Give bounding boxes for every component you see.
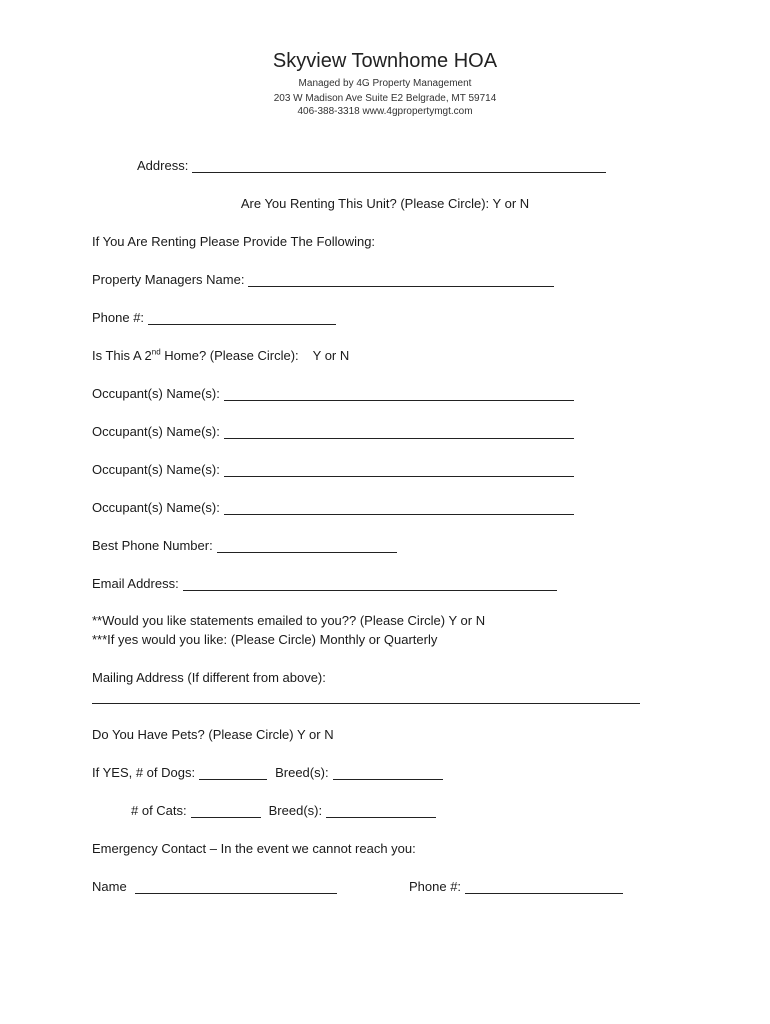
address-row [137, 158, 606, 173]
property-manager-field[interactable] [248, 272, 554, 287]
emergency-phone-row [409, 879, 623, 894]
property-manager-label: Property Managers Name: [92, 272, 245, 287]
dogs-label: If YES, # of Dogs: [92, 765, 196, 780]
statements-question[interactable]: **Would you like statements emailed to you?? (Please Circle) Y or N [92, 613, 486, 628]
managed-by-line: Managed by 4G Property Management [298, 78, 472, 89]
dogs-row [92, 765, 443, 780]
occupant-label: Occupant(s) Name(s): [92, 386, 220, 401]
occupant-label: Occupant(s) Name(s): [92, 424, 220, 439]
email-label: Email Address: [92, 576, 179, 591]
second-home-label: Is This A 2nd Home? (Please Circle): [92, 347, 299, 363]
occupant-row-2 [92, 424, 574, 439]
address-field[interactable] [192, 158, 606, 173]
mailing-address-label: Mailing Address (If different from above): [92, 670, 326, 685]
cats-breed-label: Breed(s): [268, 803, 323, 818]
occupant-field-2[interactable] [224, 424, 574, 439]
best-phone-label: Best Phone Number: [92, 538, 213, 553]
phone-label: Phone #: [92, 310, 145, 325]
emergency-contact-label: Emergency Contact – In the event we cannot reach you: [92, 841, 416, 856]
emergency-name-row [92, 879, 337, 894]
occupant-field-1[interactable] [224, 386, 574, 401]
occupant-label: Occupant(s) Name(s): [92, 462, 220, 477]
phone-row [92, 310, 336, 325]
renting-question: Are You Renting This Unit? (Please Circle): Y or N [240, 196, 530, 211]
contact-line: 406-388-3318 www.4gpropertymgt.com [297, 106, 473, 117]
emergency-phone-field[interactable] [465, 879, 623, 894]
email-field[interactable] [183, 576, 557, 591]
property-manager-row [92, 272, 554, 287]
phone-field[interactable] [148, 310, 336, 325]
mailing-address-field[interactable] [92, 703, 640, 704]
statements-frequency[interactable]: ***If yes would you like: (Please Circle) Monthly or Quarterly [92, 632, 438, 647]
emergency-name-label: Name [92, 879, 127, 894]
pets-question[interactable]: Do You Have Pets? (Please Circle) Y or N [92, 727, 334, 742]
occupant-row-3 [92, 462, 574, 477]
best-phone-field[interactable] [217, 538, 397, 553]
cats-count-field[interactable] [191, 803, 261, 818]
email-row [92, 576, 557, 591]
best-phone-row [92, 538, 397, 553]
occupant-field-3[interactable] [224, 462, 574, 477]
office-address-line: 203 W Madison Ave Suite E2 Belgrade, MT 59714 [273, 93, 497, 104]
occupant-label: Occupant(s) Name(s): [92, 500, 220, 515]
dogs-count-field[interactable] [199, 765, 267, 780]
occupant-row-4 [92, 500, 574, 515]
emergency-name-field[interactable] [135, 879, 337, 894]
dogs-breed-label: Breed(s): [275, 765, 329, 780]
occupant-row-1 [92, 386, 574, 401]
cats-row [131, 803, 436, 818]
dogs-breed-field[interactable] [333, 765, 443, 780]
occupant-field-4[interactable] [224, 500, 574, 515]
second-home-row [92, 348, 349, 363]
form-title: Skyview Townhome HOA [272, 50, 498, 72]
emergency-phone-label: Phone #: [409, 879, 462, 894]
cats-label: # of Cats: [131, 803, 187, 818]
cats-breed-field[interactable] [326, 803, 436, 818]
second-home-options[interactable]: Y or N [312, 348, 350, 363]
renting-instructions: If You Are Renting Please Provide The Following: [92, 234, 376, 249]
address-label: Address: [137, 158, 189, 173]
